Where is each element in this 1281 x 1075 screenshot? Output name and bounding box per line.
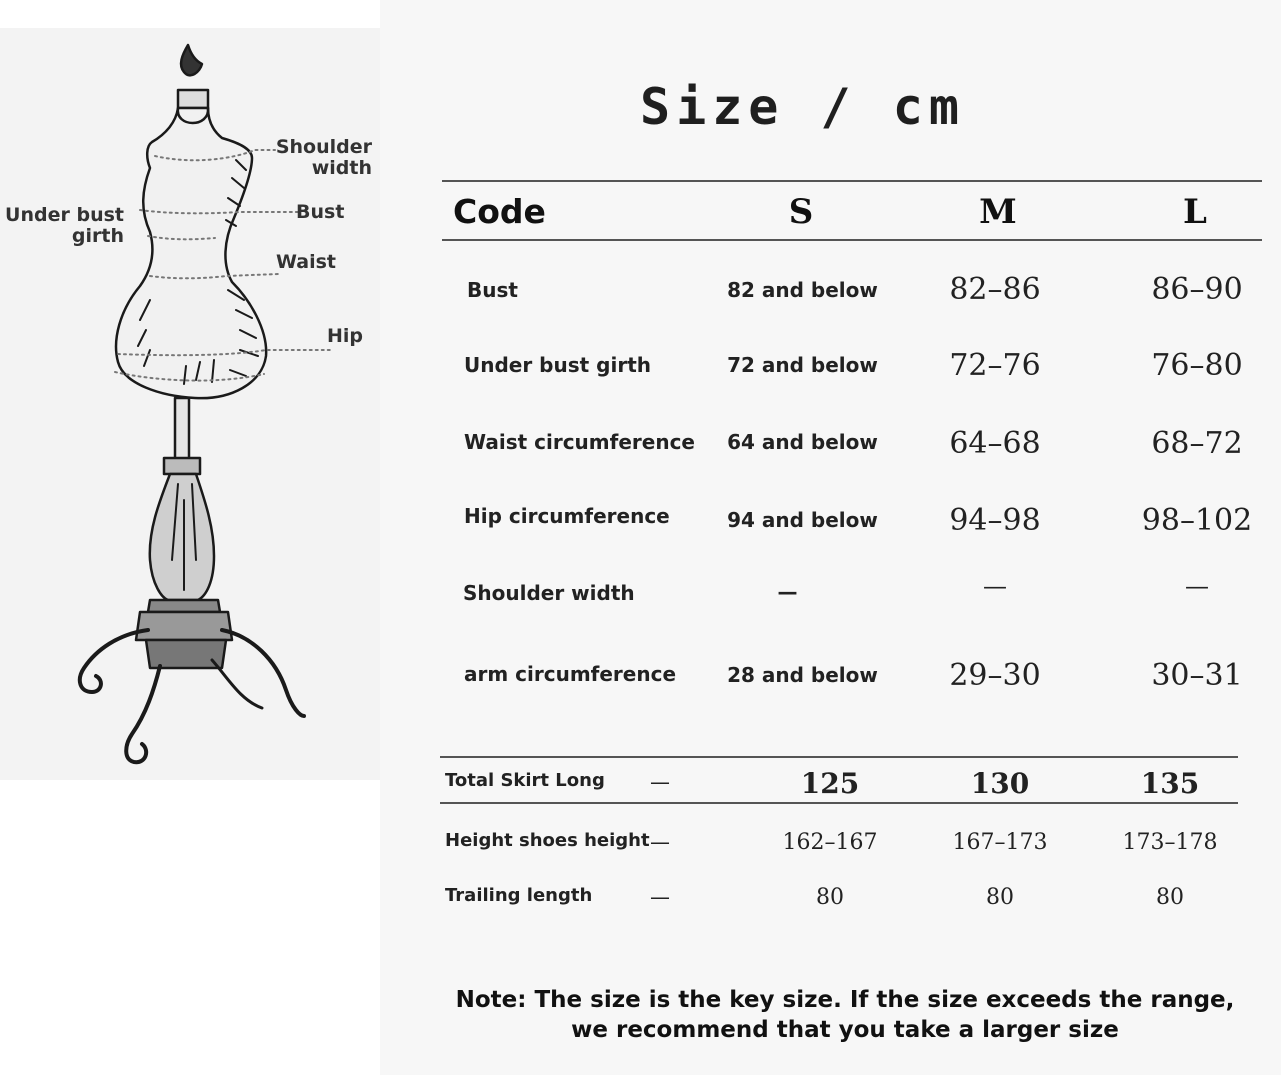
cell-s: 82 and below	[727, 278, 878, 302]
lower-top-rule	[440, 756, 1238, 758]
header-code: Code	[453, 192, 546, 231]
header-bottom-rule	[442, 239, 1262, 241]
row-label: Hip circumference	[464, 504, 670, 528]
cell-s: 72 and below	[727, 353, 878, 377]
cell-l: 173–178	[1122, 830, 1218, 855]
note-line-2: we recommend that you take a larger size	[571, 1017, 1119, 1043]
row-label: Waist circumference	[464, 430, 695, 454]
cell-l: 135	[1140, 767, 1200, 800]
cell-l: 86–90	[1151, 272, 1243, 307]
cell-s: 28 and below	[727, 663, 878, 687]
bust-label: Bust	[296, 201, 345, 223]
cell-s: 162–167	[782, 830, 878, 855]
waist-label: Waist	[276, 251, 337, 273]
hip-label: Hip	[327, 325, 364, 347]
row-label: Shoulder width	[463, 581, 635, 605]
row-dash: —	[650, 885, 670, 909]
row-label: Total Skirt Long	[445, 770, 605, 791]
cell-l: 30–31	[1151, 658, 1243, 693]
cell-m: 82–86	[949, 272, 1041, 307]
under-bust-girth-label: Under bust girth	[5, 204, 124, 247]
header-size-s: S	[788, 192, 814, 232]
cell-s: 80	[816, 885, 844, 910]
cell-m: 80	[986, 885, 1014, 910]
cell-s: 125	[800, 767, 860, 800]
page-title: Size / cm	[640, 78, 965, 136]
cell-m: 29–30	[949, 658, 1041, 693]
row-label: Trailing length	[445, 885, 593, 906]
row-dash: —	[650, 770, 670, 794]
header-top-rule	[442, 180, 1262, 182]
size-note	[440, 985, 1250, 1045]
cell-m: 72–76	[949, 348, 1041, 383]
cell-s: 94 and below	[727, 508, 878, 532]
row-dash: —	[650, 830, 670, 854]
mannequin-illustration	[0, 0, 380, 790]
lower-mid-rule	[440, 802, 1238, 804]
cell-m: 94–98	[949, 503, 1041, 538]
cell-l: 80	[1156, 885, 1184, 910]
row-label: Height shoes height	[445, 830, 650, 851]
cell-l: 76–80	[1151, 348, 1243, 383]
row-label: Under bust girth	[464, 353, 652, 377]
cell-m: 64–68	[949, 426, 1041, 461]
shoulder-width-label: Shoulder width	[275, 136, 372, 179]
cell-l: 98–102	[1141, 503, 1253, 538]
note-line-1: Note: The size is the key size. If the size exceeds the range,	[455, 987, 1235, 1013]
cell-l: 68–72	[1151, 426, 1243, 461]
cell-s: —	[777, 580, 798, 604]
row-label: arm circumference	[464, 662, 677, 686]
cell-l: —	[1185, 572, 1209, 600]
header-size-m: M	[979, 192, 1017, 232]
row-label: Bust	[467, 278, 518, 302]
header-size-l: L	[1183, 192, 1207, 232]
cell-m: —	[983, 572, 1007, 600]
cell-s: 64 and below	[727, 430, 878, 454]
cell-m: 130	[970, 767, 1030, 800]
cell-m: 167–173	[952, 830, 1048, 855]
